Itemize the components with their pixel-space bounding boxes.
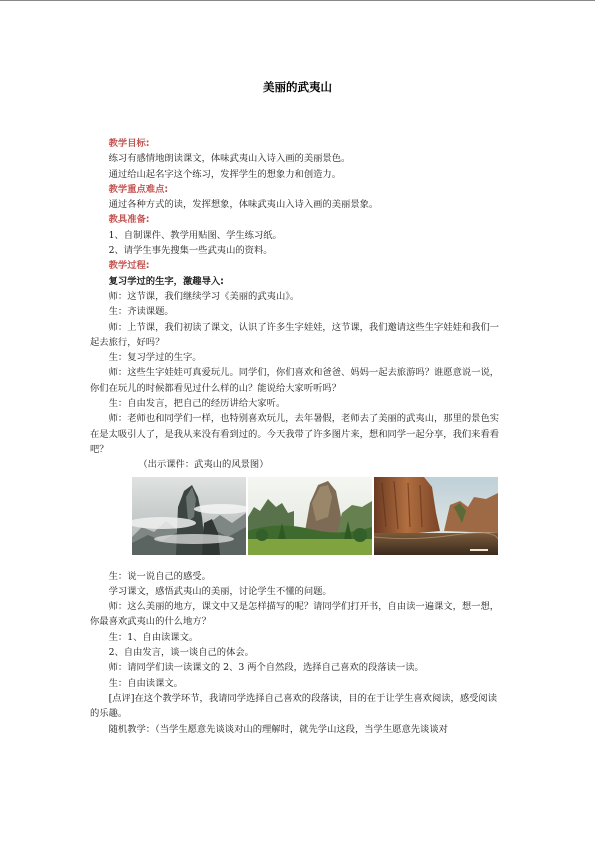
goals-heading: 教学目标: [108, 138, 150, 149]
document-title: 美丽的武夷山 [263, 80, 332, 94]
dialogue-paragraph: 生：说一说自己的感受。 [108, 570, 211, 582]
misty-cliff-photo [132, 477, 246, 555]
dialogue-paragraph: 2、自由发言，谈一谈自己的体会。 [108, 647, 254, 659]
dialogue-paragraph: 生：自由发言，把自己的经历讲给大家听。 [108, 398, 286, 410]
red-cliff-river-photo [374, 477, 498, 555]
dialogue-paragraph: 师：这节课，我们继续学习《美丽的武夷山》。 [108, 290, 300, 302]
prep-line: 1、自制课件、教学用贴图、学生练习纸。 [108, 229, 282, 241]
dialogue-paragraph: 师：这些生字娃娃可真爱玩儿。同学们，你们喜欢和爸爸、妈妈一起去旅游吗？谁愿意说一说，你们在玩儿的时候都看见过什么样的山？能说给大家听听吗？ [90, 367, 500, 394]
dialogue-paragraph: 生：自由读课文。 [108, 677, 183, 689]
courseware-caption: （出示课件：武夷山的风景图） [138, 459, 269, 471]
dialogue-paragraph: 师：这么美丽的地方，课文中又是怎样描写的呢？请同学们打开书，自由读一遍课文，想一想，你最喜欢武夷山的什么地方？ [90, 601, 500, 628]
commentary-paragraph: [点评]在这个教学环节，我请同学选择自己喜欢的段落读，目的在于让学生喜欢阅读，感受阅读的乐趣。 [90, 692, 498, 720]
dialogue-paragraph: 生：1、自由读课文。 [108, 631, 199, 643]
process-heading: 教学过程: [108, 260, 150, 272]
landscape-photo-row [132, 477, 502, 555]
step1-heading: 复习学过的生字，激趣导入: [108, 275, 224, 287]
prep-heading: 教具准备: [108, 214, 150, 226]
dialogue-paragraph: 学习课文，感悟武夷山的美丽，讨论学生不懂的问题。 [108, 585, 332, 597]
prep-line: 2、请学生事先搜集一些武夷山的资料。 [108, 245, 273, 257]
goal-line: 练习有感情地朗读课文，体味武夷山入诗入画的美丽景色。 [108, 153, 351, 165]
keypoint-line: 通过各种方式的读，发挥想象，体味武夷山入诗入画的美丽景象。 [108, 199, 379, 211]
top-rule [0, 0, 595, 1]
dialogue-paragraph: 师：老师也和同学们一样，也特别喜欢玩儿，去年暑假，老师去了美丽的武夷山，那里的景色实在是太吸引人了，是我从来没有看到过的。今天我带了许多图片来，想和同学一起分享，我们来看看吧？ [90, 413, 500, 455]
dialogue-paragraph: 生：复习学过的生字。 [108, 352, 202, 364]
dialogue-paragraph: 随机教学：（当学生愿意先谈谈对山的理解时，就先学山这段，当学生愿意先谈谈对 [108, 723, 448, 735]
dialogue-paragraph: 生：齐读课题。 [108, 306, 174, 318]
green-peaks-photo [248, 477, 372, 555]
document-body [90, 136, 502, 737]
goal-line: 通过给山起名字这个练习，发挥学生的想象力和创造力。 [108, 168, 342, 180]
keypoints-heading: 教学重点难点: [108, 183, 169, 195]
dialogue-paragraph: 师：请同学们读一读课文的 2、3 两个自然段，选择自己喜欢的段落读一读。 [108, 662, 424, 674]
dialogue-paragraph: 师：上节课，我们初读了课文，认识了许多生字娃娃，这节课，我们邀请这些生字娃娃和我们一起去旅行，好吗？ [90, 321, 500, 348]
